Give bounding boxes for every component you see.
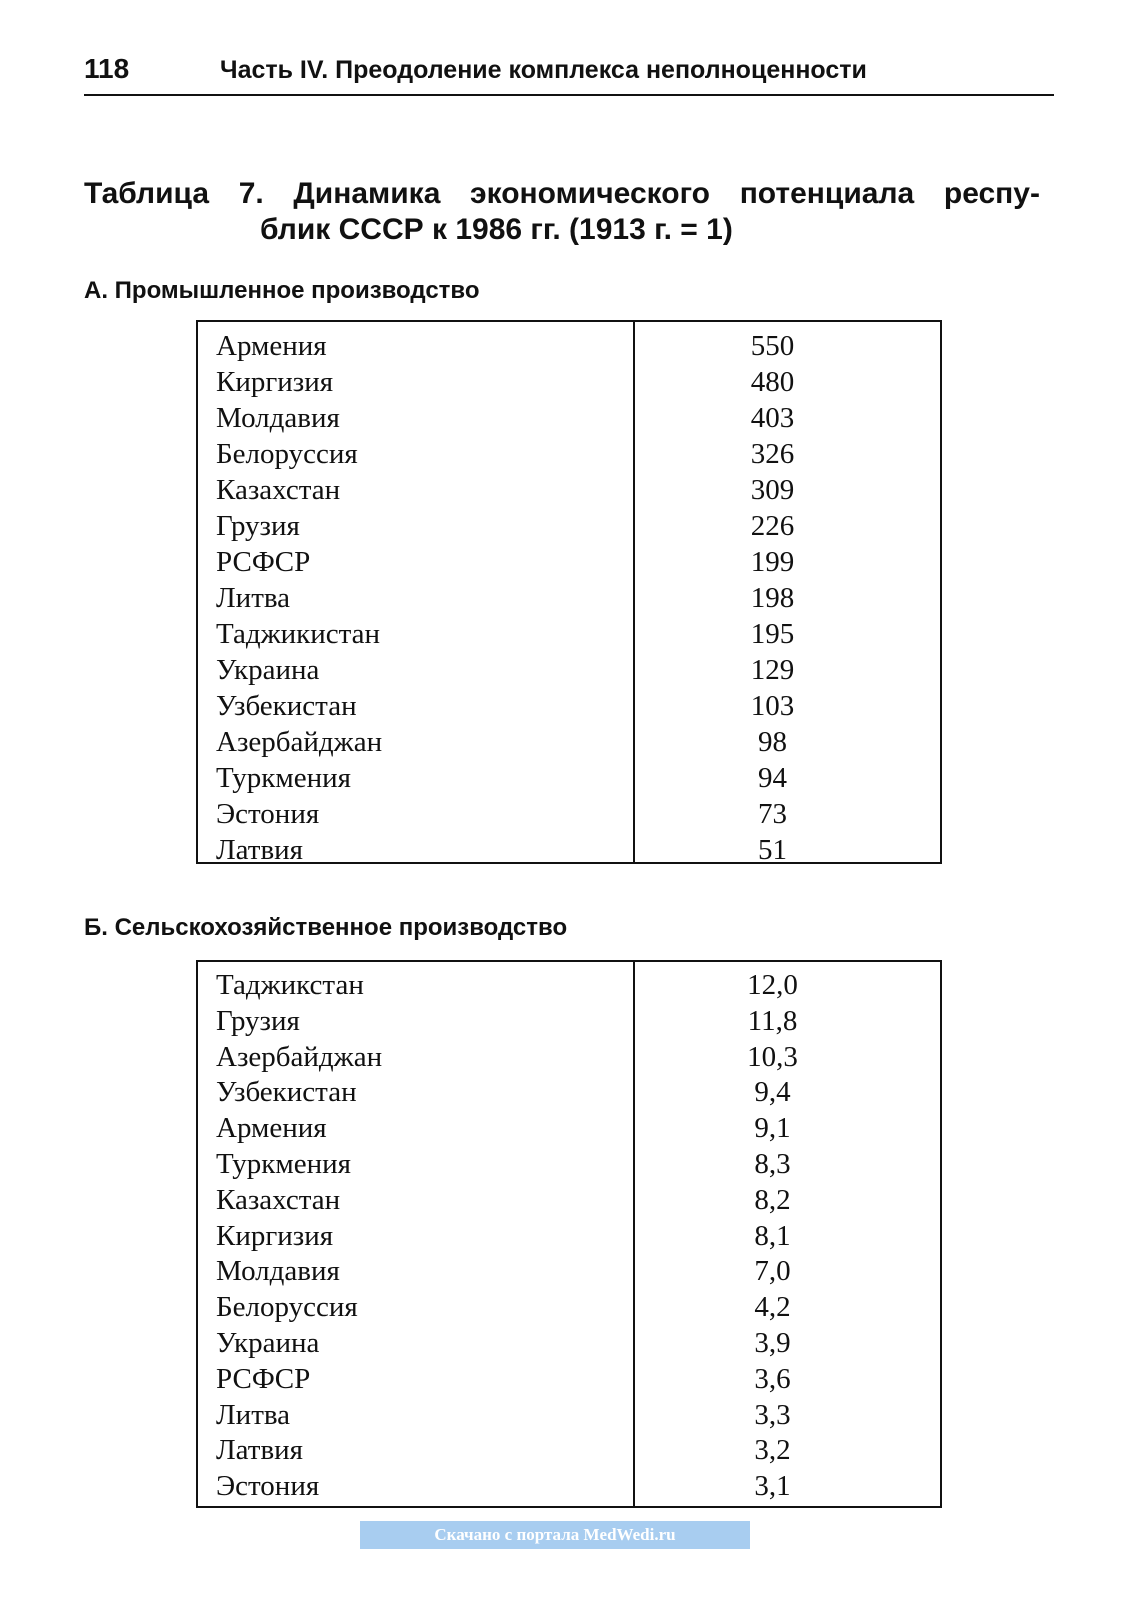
table-row xyxy=(198,1290,940,1326)
republic-name-cell: Эстония xyxy=(216,798,320,830)
table-row xyxy=(198,328,940,364)
index-value-cell: 10,3 xyxy=(747,1040,798,1073)
table-row xyxy=(198,1004,940,1040)
republic-name-cell: Казахстан xyxy=(216,1183,341,1216)
index-value-cell: 73 xyxy=(758,798,787,830)
table-row xyxy=(198,796,940,832)
republic-name-cell: Украина xyxy=(216,1326,320,1359)
table-row xyxy=(198,1433,940,1469)
index-value-cell: 103 xyxy=(750,690,795,722)
table-caption xyxy=(84,176,1044,248)
table-row xyxy=(198,544,940,580)
table-row xyxy=(198,436,940,472)
table-row xyxy=(198,1075,940,1111)
table-row xyxy=(198,1111,940,1147)
index-value-cell: 129 xyxy=(750,654,795,686)
republic-name-cell: Латвия xyxy=(216,834,304,866)
table-row xyxy=(198,968,940,1004)
index-value-cell: 3,1 xyxy=(754,1470,791,1503)
index-value-cell: 195 xyxy=(750,618,795,650)
republic-name-cell: Молдавия xyxy=(216,402,340,434)
index-value-cell: 550 xyxy=(750,330,795,362)
table-row xyxy=(198,1040,940,1076)
republic-name-cell: Туркмения xyxy=(216,1147,351,1180)
column-divider xyxy=(633,322,635,862)
index-value-cell: 11,8 xyxy=(747,1004,798,1037)
republic-name-cell: Киргизия xyxy=(216,366,334,398)
republic-name-cell: Азербайджан xyxy=(216,726,383,758)
republic-name-cell: Молдавия xyxy=(216,1255,340,1288)
republic-name-cell: Литва xyxy=(216,1398,291,1431)
column-divider xyxy=(633,962,635,1506)
caption-word: респу- xyxy=(943,177,1040,210)
index-value-cell: 8,3 xyxy=(754,1147,791,1180)
republic-name-cell: Грузия xyxy=(216,510,300,542)
index-value-cell: 94 xyxy=(758,762,787,794)
republic-name-cell: Украина xyxy=(216,654,320,686)
index-value-cell: 7,0 xyxy=(754,1255,791,1288)
republic-name-cell: Узбекистан xyxy=(216,1076,357,1109)
table-row xyxy=(198,1362,940,1398)
table-row xyxy=(198,364,940,400)
caption-word: 7. xyxy=(238,177,264,210)
table-row xyxy=(198,1219,940,1255)
table-row xyxy=(198,1326,940,1362)
republic-name-cell: Казахстан xyxy=(216,474,341,506)
index-value-cell: 226 xyxy=(750,510,795,542)
index-value-cell: 4,2 xyxy=(754,1291,791,1324)
agricultural-production-table xyxy=(196,960,942,1508)
index-value-cell: 403 xyxy=(750,402,795,434)
index-value-cell: 98 xyxy=(758,726,787,758)
watermark-banner[interactable]: Скачано с портала MedWedi.ru xyxy=(360,1521,750,1549)
table-row xyxy=(198,1469,940,1505)
industrial-production-table xyxy=(196,320,942,864)
index-value-cell: 3,6 xyxy=(754,1362,791,1395)
table-row xyxy=(198,1254,940,1290)
republic-name-cell: Литва xyxy=(216,582,291,614)
index-value-cell: 8,1 xyxy=(754,1219,791,1252)
republic-name-cell: Армения xyxy=(216,330,327,362)
table-row xyxy=(198,400,940,436)
republic-name-cell: РСФСР xyxy=(216,546,311,578)
index-value-cell: 3,2 xyxy=(754,1434,791,1467)
republic-name-cell: Азербайджан xyxy=(216,1040,383,1073)
index-value-cell: 3,9 xyxy=(754,1326,791,1359)
republic-name-cell: Армения xyxy=(216,1112,327,1145)
republic-name-cell: Грузия xyxy=(216,1004,300,1037)
caption-line-1 xyxy=(84,176,1040,212)
caption-word: Таблица xyxy=(84,177,210,210)
republic-name-cell: Белоруссия xyxy=(216,1291,358,1324)
table-row xyxy=(198,652,940,688)
republic-name-cell: Таджикистан xyxy=(216,618,381,650)
index-value-cell: 198 xyxy=(750,582,795,614)
republic-name-cell: Узбекистан xyxy=(216,690,357,722)
table-row xyxy=(198,688,940,724)
index-value-cell: 9,4 xyxy=(754,1076,791,1109)
index-value-cell: 12,0 xyxy=(747,969,798,1001)
index-value-cell: 3,3 xyxy=(754,1398,791,1431)
section-a-title: А. Промышленное производство xyxy=(84,277,480,304)
table-row xyxy=(198,508,940,544)
index-value-cell: 309 xyxy=(750,474,795,506)
republic-name-cell: Киргизия xyxy=(216,1219,334,1252)
table-row xyxy=(198,760,940,796)
republic-name-cell: РСФСР xyxy=(216,1362,311,1395)
republic-name-cell: Туркмения xyxy=(216,762,351,794)
table-row xyxy=(198,616,940,652)
republic-name-cell: Латвия xyxy=(216,1434,304,1467)
index-value-cell: 8,2 xyxy=(754,1183,791,1216)
caption-word: экономического xyxy=(470,177,711,210)
republic-name-cell: Таджикстан xyxy=(216,969,364,1001)
table-row xyxy=(198,1183,940,1219)
index-value-cell: 51 xyxy=(758,834,787,866)
page-number: 118 xyxy=(84,53,130,84)
table-row xyxy=(198,580,940,616)
index-value-cell: 480 xyxy=(750,366,795,398)
index-value-cell: 326 xyxy=(750,438,795,470)
table-row xyxy=(198,724,940,760)
index-value-cell: 9,1 xyxy=(754,1112,791,1145)
caption-line-2: блик СССР к 1986 гг. (1913 г. = 1) xyxy=(260,213,733,246)
page-header xyxy=(84,52,1054,96)
table-row xyxy=(198,1398,940,1434)
running-title: Часть IV. Преодоление комплекса неполноценности xyxy=(220,56,867,84)
index-value-cell: 199 xyxy=(750,546,795,578)
table-row xyxy=(198,1147,940,1183)
republic-name-cell: Эстония xyxy=(216,1470,320,1503)
caption-word: Динамика xyxy=(293,177,441,210)
table-row xyxy=(198,832,940,868)
republic-name-cell: Белоруссия xyxy=(216,438,358,470)
table-row xyxy=(198,472,940,508)
section-b-title: Б. Сельскохозяйственное производство xyxy=(84,914,568,941)
caption-word: потенциала xyxy=(739,177,915,210)
